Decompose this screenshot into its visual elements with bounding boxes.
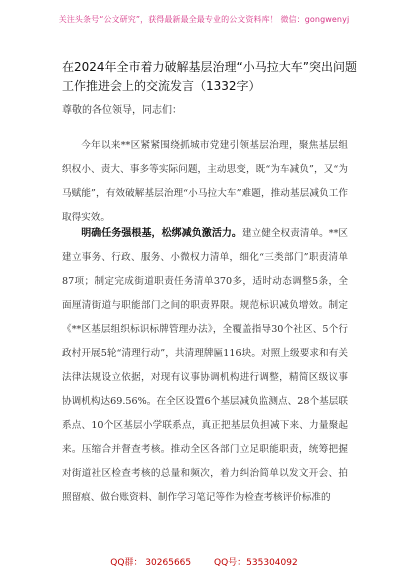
paragraph-1: 今年以来**区紧紧围绕抓城市党建引领基层治理，聚焦基层组织权小、责大、事多等实际问题，主动思变，既“为车减负”，又“为马赋能”，有效破解基层治理“小马拉大车”难题，推动基层减负工作取得实效。 bbox=[62, 140, 348, 223]
footer-contact bbox=[0, 555, 408, 568]
document-title: 在2024年全市着力破解基层治理“小马拉大车”突出问题工作推进会上的交流发言（1332字） bbox=[62, 60, 357, 93]
footer-qq-group: QQ群： 30265665 bbox=[110, 558, 192, 568]
header-promo-note: 关注头条号“公文研究”，获得最新最全最专业的公文资料库！ 微信：gongwenyj bbox=[58, 15, 350, 24]
paragraph-2-lead: 明确任务强根基，松绑减负激活力。 bbox=[81, 228, 242, 239]
footer-qq-number: QQ号：535304092 bbox=[214, 558, 298, 568]
paragraph-2-body: 建立健全权责清单。**区建立事务、行政、服务、小微权力清单，细化“三类部门”职责清单87项；制定完成街道职责任务清单370多，适时动态调整5条，全面厘清街道与职能部门之间的职责界限。规范标识减负增效。制定《**区基层组织标识标牌管理办法》，全覆盖指导30个社区、5个行政村开展5轮“清理行动”，共清理牌匾116块。对照上级要求和有关法律法规设立依据，对现有议事协调机构进行调整，精简区级议事协调机构达69.56%。在全区设置6个基层减负监测点、28个基层联系点、10个区基层小学联系点，真正把基层负担减下来、力量聚起来。压缩合并督查考核。推动全区各部门立足职能职责，统筹把握对街道社区检查考核的总量和频次，着力纠治简单以发文开会、拍照留痕、做台账资料、制作学习笔记等作为检查考核评价标准的 bbox=[62, 228, 349, 503]
paragraph-2 bbox=[62, 222, 348, 510]
greeting: 尊敬的各位领导，同志们： bbox=[62, 105, 182, 116]
